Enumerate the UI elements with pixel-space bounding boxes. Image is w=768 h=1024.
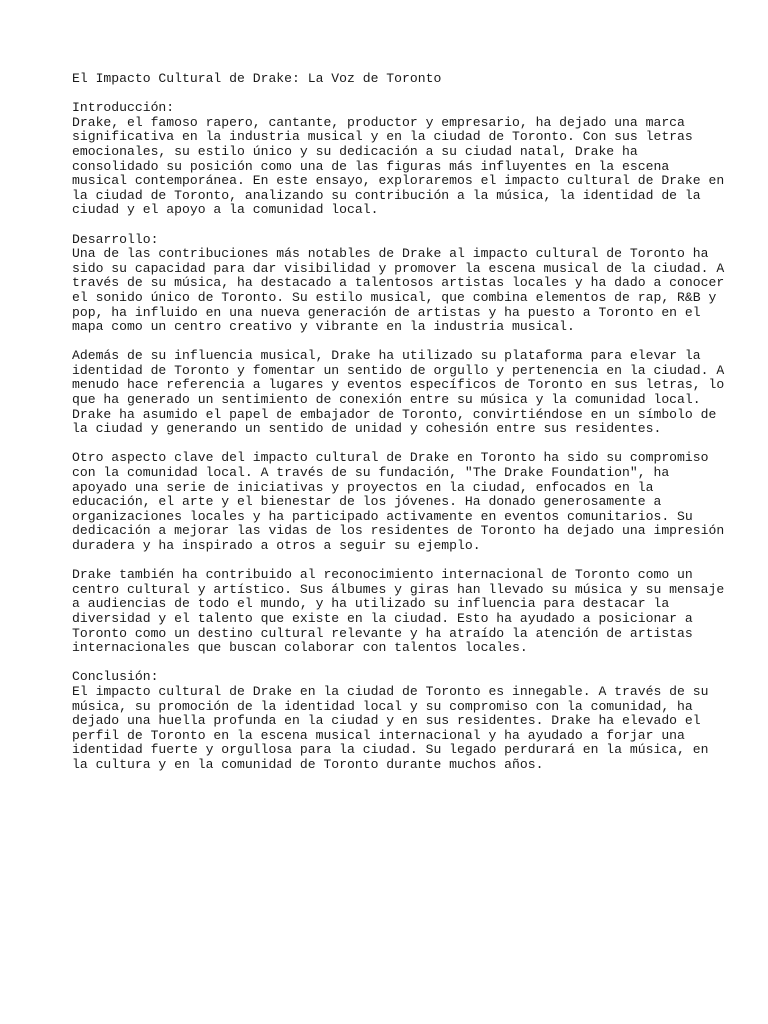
text-line: a audiencias de todo el mundo, y ha utilizado su influencia para destacar la — [72, 596, 670, 612]
text-line: apoyado una serie de iniciativas y proyectos en la ciudad, enfocados en la — [72, 479, 654, 495]
paragraph-development-3 — [72, 450, 725, 553]
text-line: mapa como un centro creativo y vibrante en la industria musical. — [72, 319, 575, 335]
text-line: organizaciones locales y ha participado activamente en eventos comunitarios. Su — [72, 508, 693, 524]
spacer — [72, 87, 702, 102]
text-line: educación, el arte y el bienestar de los jóvenes. Ha donado generosamente a — [72, 494, 662, 510]
text-line: sido su capacidad para dar visibilidad y promover la escena musical de la ciudad. A — [72, 260, 725, 276]
section-heading-development: Desarrollo: — [72, 231, 159, 247]
text-line: Drake ha asumido el papel de embajador de Toronto, convirtiéndose en un símbolo de — [72, 406, 717, 422]
text-line: emocionales, su estilo único y su dedicación a su ciudad natal, Drake ha — [72, 143, 638, 159]
text-line: con la comunidad local. A través de su fundación, "The Drake Foundation", ha — [72, 465, 670, 481]
text-line: Toronto como un destino cultural relevante y ha atraído la atención de artistas — [72, 625, 693, 641]
text-line: música, su promoción de la identidad local y su compromiso con la comunidad, ha — [72, 698, 693, 714]
paragraph-development-4 — [72, 567, 725, 656]
text-line: Otro aspecto clave del impacto cultural de Drake en Toronto ha sido su compromiso — [72, 450, 709, 466]
text-line: perfil de Toronto en la escena musical internacional y ha ayudado a forjar una — [72, 727, 685, 743]
text-line: consolidado su posición como una de las figuras más influyentes en la escena — [72, 158, 670, 174]
text-line: el sonido único de Toronto. Su estilo musical, que combina elementos de rap, R&B y — [72, 289, 717, 305]
text-line: Drake también ha contribuido al reconocimiento internacional de Toronto como un — [72, 567, 693, 583]
text-line: que ha generado un sentimiento de conexión entre su música y la comunidad local. — [72, 392, 701, 408]
text-line: dejado una huella profunda en la ciudad y en sus residentes. Drake ha elevado el — [72, 713, 701, 729]
paragraph-introduction — [72, 114, 725, 218]
text-line: identidad de Toronto y fomentar un sentido de orgullo y pertenencia en la ciudad. A — [72, 362, 725, 378]
section-heading-introduction: Introducción: — [72, 100, 175, 116]
text-line: Una de las contribuciones más notables de Drake al impacto cultural de Toronto ha — [72, 246, 709, 262]
spacer — [72, 335, 702, 350]
paragraph-development-1 — [72, 246, 725, 335]
text-line: internacionales que buscan colaborar con talentos locales. — [72, 640, 528, 656]
text-line: la ciudad de Toronto, analizando su contribución a la música, la identidad de la — [72, 187, 701, 203]
text-line: centro cultural y artístico. Sus álbumes y giras han llevado su música y su mensaje — [72, 581, 725, 597]
text-line: menudo hace referencia a lugares y eventos específicos de Toronto en sus letras, lo — [72, 377, 725, 393]
document-page — [72, 71, 725, 773]
text-line: la cultura y en la comunidad de Toronto durante muchos años. — [72, 756, 544, 772]
paragraph-conclusion — [72, 683, 709, 773]
text-line: identidad fuerte y orgullosa para la ciudad. Su legado perdurará en la música, en — [72, 742, 709, 758]
document-title: El Impacto Cultural de Drake: La Voz de Toronto — [72, 71, 442, 86]
text-line: Drake, el famoso rapero, cantante, productor y empresario, ha dejado una marca — [72, 114, 685, 130]
spacer — [72, 656, 702, 671]
text-line: Además de su influencia musical, Drake ha utilizado su plataforma para elevar la — [72, 348, 701, 364]
text-line: El impacto cultural de Drake en la ciudad de Toronto es innegable. A través de su — [72, 683, 709, 699]
text-line: pop, ha influido en una nueva generación de artistas y ha puesto a Toronto en el — [72, 304, 701, 320]
text-line: duradera y ha inspirado a otros a seguir su ejemplo. — [72, 538, 481, 553]
spacer — [72, 218, 702, 233]
text-line: la ciudad y generando un sentido de unidad y cohesión entre sus residentes. — [72, 421, 662, 437]
section-heading-conclusion: Conclusión: — [72, 669, 159, 685]
text-line: través de su música, ha destacado a talentosos artistas locales y ha dado a conocer — [72, 275, 725, 291]
text-line: musical contemporánea. En este ensayo, exploraremos el impacto cultural de Drake en — [72, 173, 725, 189]
text-line: diversidad y el talento que existe en la ciudad. Esto ha ayudado a posicionar a — [72, 610, 693, 626]
paragraph-development-2 — [72, 348, 725, 437]
spacer — [72, 554, 702, 569]
spacer — [72, 437, 702, 452]
text-line: dedicación a mejorar las vidas de los residentes de Toronto ha dejado una impresión — [72, 523, 725, 539]
text-line: significativa en la industria musical y en la ciudad de Toronto. Con sus letras — [72, 129, 693, 145]
text-line: ciudad y el apoyo a la comunidad local. — [72, 202, 379, 218]
